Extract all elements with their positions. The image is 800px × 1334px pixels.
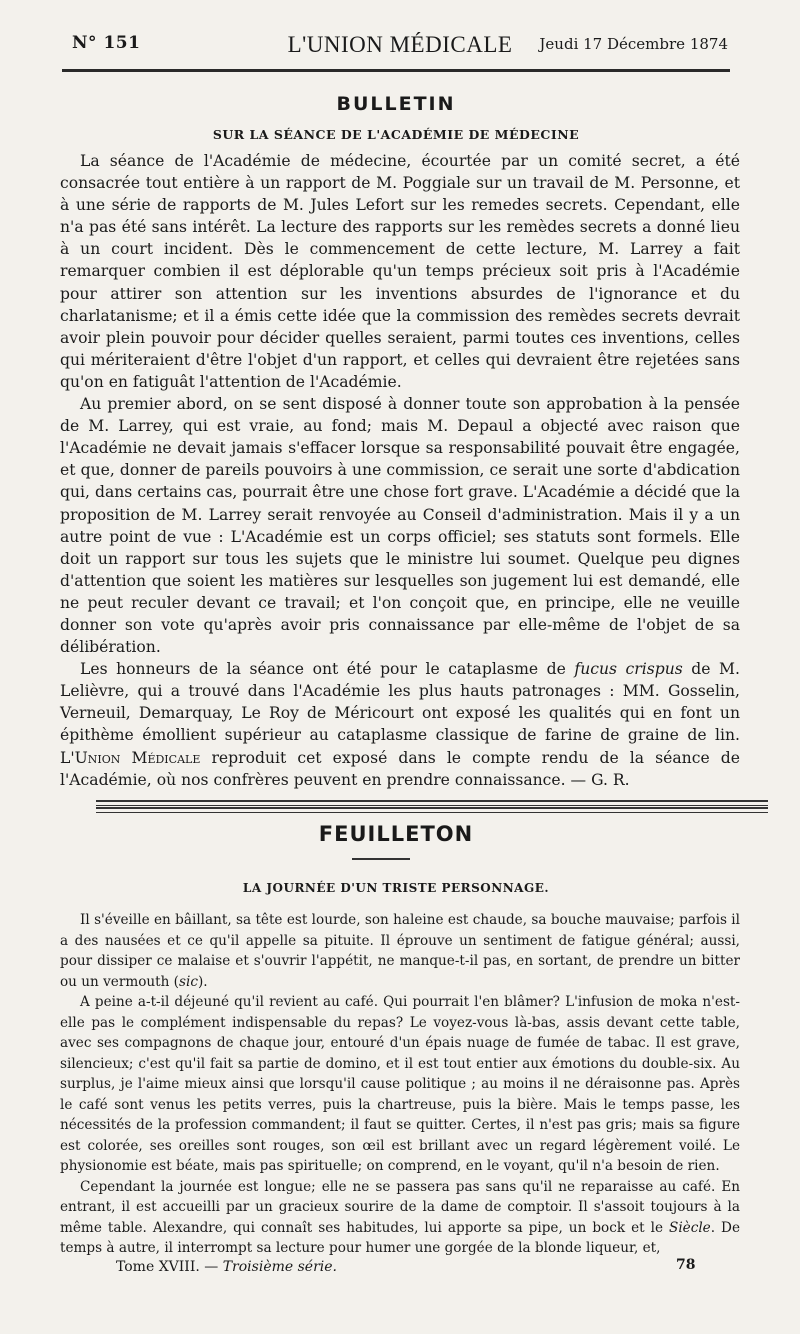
volume-info: Tome XVIII. — Troisième série.: [116, 1259, 337, 1275]
bulletin-subtitle: SUR LA SÉANCE DE L'ACADÉMIE DE MÉDECINE: [212, 127, 580, 142]
feuilleton-paragraph: Cependant la journée est longue; elle ne se passera pas sans qu'il ne reparaisse au café. En entrant, il est accueilli par un gracieux sourire de la dame de comptoir. Il s'assoit toujours à la même table. Alexandre, qui connaît ses habitudes, lui apporte sa pipe, un bock et le Siècle. De temps à autre, il interrompt sa lecture pour humer une gorgée de la blonde liqueur, et,: [60, 1178, 740, 1256]
feuilleton-paragraph: Il s'éveille en bâillant, sa tête est lourde, son haleine est chaude, sa bouche mauvaise; parfois il a des nausées et ce qu'il appelle sa pituite. Il éprouve un sentiment de fatigue général; aussi, pour dissiper ce malaise et s'ouvrir l'appétit, ne manque-t-il pas, en sortant, de prendre un bitter ou un vermouth (sic).: [60, 912, 740, 990]
feuilleton-subtitle: LA JOURNÉE D'UN TRISTE PERSONNAGE.: [242, 881, 550, 895]
bulletin-paragraph: La séance de l'Académie de médecine, écourtée par un comité secret, a été consacrée tout entière à un rapport de M. Poggiale sur un travail de M. Personne, et à une série de rapports de M. Jules Lefort sur les remedes secrets. Cependant, elle n'a pas été sans intérêt. La lecture des rapports sur les remèdes secrets a donné lieu à un court incident. Dès le commencement de cette lecture, M. Larrey a fait remarquer combien il est déplorable qu'un temps précieux soit pris à l'Académie pour attirer son attention sur les inventions absurdes de l'ignorance et du charlatanisme; et il a émis cette idée que la commission des remèdes secrets devrait avoir plein pouvoir pour décider quelles seraient, parmi toutes ces inventions, celles qui mériteraient d'être l'objet d'un rapport, et celles qui devraient être rejetées sans qu'on en fatiguât l'attention de l'Académie.: [60, 152, 740, 391]
feuilleton-rule-bottom: [96, 807, 768, 813]
journal-title: L'UNION MÉDICALE: [287, 32, 513, 57]
bulletin-title: BULLETIN: [336, 93, 456, 115]
feuilleton-paragraph: A peine a-t-il déjeuné qu'il revient au café. Qui pourrait l'en blâmer? L'infusion de moka n'est-elle pas le complément indispensable du repas? Le voyez-vous là-bas, assis devant cette table, avec ses compagnons de chaque jour, entouré d'un épais nuage de fumée de tabac. Il est grave, silencieux; c'est qu'il fait sa partie de domino, et il est tout entier aux émotions du double-six. Au surplus, je l'aime mieux ainsi que lorsqu'il cause politique ; au moins il ne déraisonne pas. Après le café sont venus les petits verres, puis la chartreuse, puis la bière. Mais le temps passe, les nécessités de la profession commandent; il faut se quitter. Certes, il n'est pas gris; mais sa figure est colorée, ses oreilles sont rouges, son œil est brillant avec un regard légèrement voilé. Le physionomie est béate, mais pas spirituelle; on comprend, en le voyant, qu'il n'a besoin de rien.: [60, 994, 740, 1174]
page-number: 78: [676, 1257, 696, 1273]
italic-term: fucus crispus: [574, 660, 683, 679]
issue-number: N° 151: [72, 33, 141, 53]
feuilleton-rule-top: [96, 800, 768, 806]
feuilleton-body: [60, 910, 740, 1259]
feuilleton-title-rule: [352, 858, 410, 860]
journal-name-smallcaps: L'Union Médicale: [60, 748, 201, 767]
header-rule: [62, 69, 730, 72]
feuilleton-title: FEUILLETON: [318, 822, 474, 846]
bulletin-paragraph: Au premier abord, on se sent disposé à donner toute son approbation à la pensée de M. Larrey, qui est vraie, au fond; mais M. Depaul a objecté avec raison que l'Académie ne devait jamais s'effacer lorsque sa responsabilité pouvait être engagée, et que, donner de pareils pouvoirs à une commission, ce serait une sorte d'abdication qui, dans certains cas, pourrait être une chose fort grave. L'Académie a décidé que la proposition de M. Larrey serait renvoyée au Conseil d'administration. Mais il y a un autre point de vue : L'Académie est un corps officiel; ses statuts sont formels. Elle doit un rapport sur tous les sujets que le ministre lui soumet. Quelque peu dignes d'attention que soient les matières sur lesquelles son jugement lui est demandé, elle ne peut reculer devant ce travail; et l'on conçoit que, en principe, elle ne veuille donner son vote qu'après avoir pris connaissance par elle-même de l'objet de sa délibération.: [60, 395, 740, 657]
running-header: [72, 33, 728, 63]
bulletin-paragraph: Les honneurs de la séance ont été pour le cataplasme de fucus crispus de M. Lelièvre, qui a trouvé dans l'Académie les plus hauts patronages : MM. Gosselin, Verneuil, Demarquay, Le Roy de Méricourt ont exposé les qualités qui en font un épithème émollient supérieur au cataplasme classique de farine de graine de lin. L'Union Médicale reproduit cet exposé dans le compte rendu de la séance de l'Académie, où nos confrères peuvent en prendre connaissance. — G. R.: [60, 660, 740, 789]
bulletin-body: [60, 150, 740, 791]
issue-date: Jeudi 17 Décembre 1874: [539, 35, 728, 53]
